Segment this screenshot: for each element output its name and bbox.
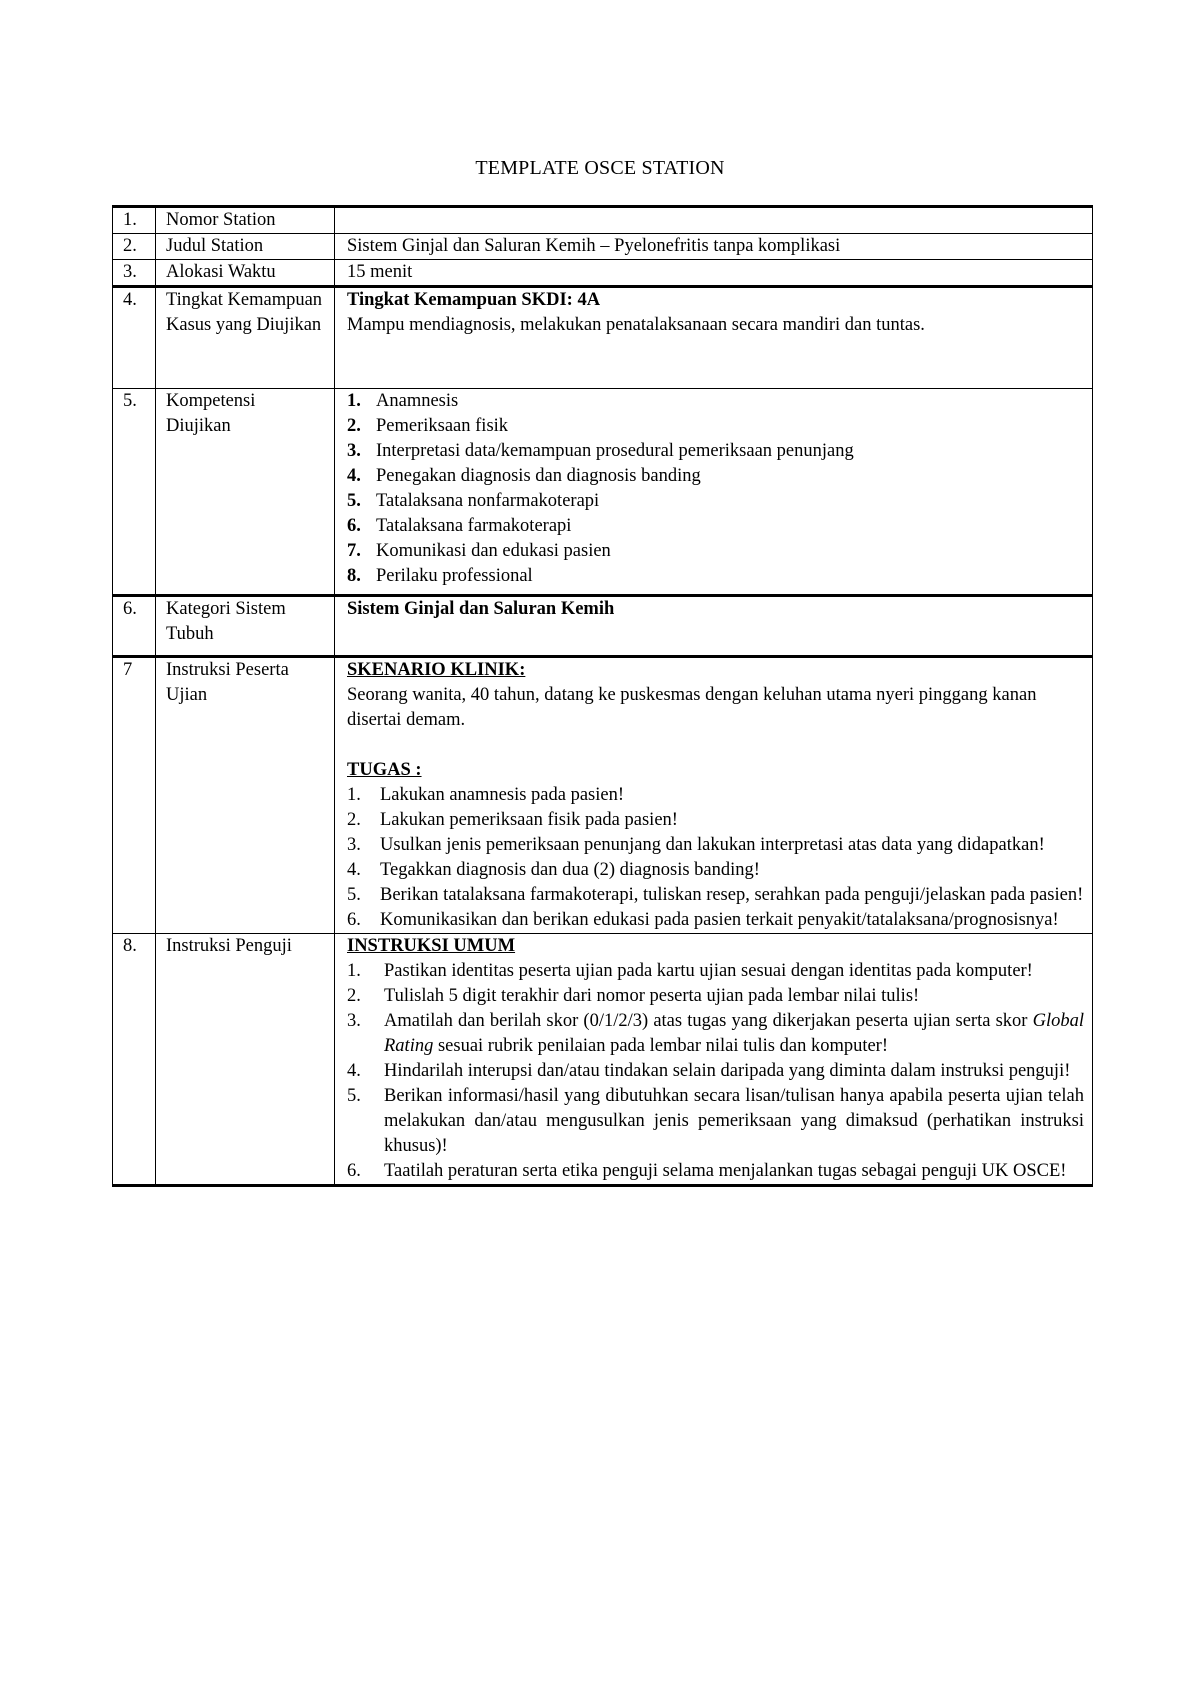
- list-item: 5. Tatalaksana nonfarmakoterapi: [347, 491, 600, 511]
- list-item: 4. Hindarilah interupsi dan/atau tindakan selain daripada yang diminta dalam instruksi penguji!: [347, 1061, 1071, 1081]
- global-rating-term: Global Rating: [384, 1011, 1084, 1056]
- list-item: 5. Berikan informasi/hasil yang dibutuhkan secara lisan/tulisan hanya apabila peserta ujian telah melakukan dan/atau mengusulkan jenis pemeriksaan yang dimaksud (perhatikan instruksi khusus)!: [347, 1086, 1084, 1156]
- row-number: 3.: [113, 260, 156, 287]
- row-value: 15 menit: [335, 260, 1093, 287]
- scenario-text: Seorang wanita, 40 tahun, datang ke puskesmas dengan keluhan utama nyeri pinggang kanan disertai demam.: [347, 685, 1037, 730]
- row-content: [335, 934, 1093, 1186]
- list-item: 7. Komunikasi dan edukasi pasien: [347, 541, 611, 561]
- task-heading: TUGAS :: [347, 760, 422, 780]
- row-number: 8.: [113, 934, 156, 1186]
- row-label: Kategori Sistem Tubuh: [156, 596, 335, 657]
- row-number: 7: [113, 657, 156, 934]
- list-item: 1. Anamnesis: [347, 391, 459, 411]
- row-value: Sistem Ginjal dan Saluran Kemih – Pyelonefritis tanpa komplikasi: [335, 234, 1093, 260]
- list-item: 3. Amatilah dan berilah skor (0/1/2/3) atas tugas yang dikerjakan peserta ujian serta skor Global Rating sesuai rubrik penilaian pada lembar nilai tulis dan komputer!: [347, 1011, 1084, 1056]
- list-item: 3. Interpretasi data/kemampuan prosedural pemeriksaan penunjang: [347, 441, 854, 461]
- row-label: Tingkat Kemampuan Kasus yang Diujikan: [156, 287, 335, 389]
- osce-station-table: [112, 205, 1093, 1187]
- row-label: Instruksi Penguji: [156, 934, 335, 1186]
- row-label: Instruksi Peserta Ujian: [156, 657, 335, 934]
- list-item: 1. Lakukan anamnesis pada pasien!: [347, 785, 625, 805]
- row-value: [335, 207, 1093, 234]
- row-content: [335, 389, 1093, 596]
- list-item: 2. Lakukan pemeriksaan fisik pada pasien!: [347, 810, 678, 830]
- row-number: 4.: [113, 287, 156, 389]
- row-value: Sistem Ginjal dan Saluran Kemih: [335, 596, 1093, 657]
- row-content: [335, 657, 1093, 934]
- instruction-list: [347, 959, 1084, 1184]
- general-instruction-heading: INSTRUKSI UMUM: [347, 936, 516, 956]
- list-item: 4. Tegakkan diagnosis dan dua (2) diagnosis banding!: [347, 860, 760, 880]
- scenario-heading: SKENARIO KLINIK:: [347, 660, 526, 680]
- row-number: 5.: [113, 389, 156, 596]
- list-item: 2. Pemeriksaan fisik: [347, 416, 509, 436]
- list-item: 2. Tulislah 5 digit terakhir dari nomor peserta ujian pada lembar nilai tulis!: [347, 986, 920, 1006]
- row-instruksi-peserta: [113, 657, 1093, 934]
- row-nomor-station: [113, 207, 1093, 234]
- row-label: Alokasi Waktu: [156, 260, 335, 287]
- list-item: 6. Tatalaksana farmakoterapi: [347, 516, 572, 536]
- competency-list: [347, 389, 1084, 589]
- row-number: 1.: [113, 207, 156, 234]
- skdi-level-heading: Tingkat Kemampuan SKDI: 4A: [347, 290, 601, 310]
- skdi-level-description: Mampu mendiagnosis, melakukan penatalaksanaan secara mandiri dan tuntas.: [347, 315, 925, 335]
- row-number: 2.: [113, 234, 156, 260]
- list-item: 5. Berikan tatalaksana farmakoterapi, tuliskan resep, serahkan pada penguji/jelaskan pada pasien!: [347, 885, 1084, 905]
- row-instruksi-penguji: [113, 934, 1093, 1186]
- row-tingkat-kemampuan: [113, 287, 1093, 389]
- row-label: Nomor Station: [156, 207, 335, 234]
- task-list: [347, 783, 1084, 933]
- row-content: [335, 287, 1093, 389]
- list-item: 6. Taatilah peraturan serta etika penguji selama menjalankan tugas sebagai penguji UK OSCE!: [347, 1161, 1067, 1181]
- list-item: 8. Perilaku professional: [347, 566, 533, 586]
- list-item: 1. Pastikan identitas peserta ujian pada kartu ujian sesuai dengan identitas pada komputer!: [347, 961, 1033, 981]
- row-kategori-sistem: [113, 596, 1093, 657]
- row-label: Kompetensi Diujikan: [156, 389, 335, 596]
- row-judul-station: [113, 234, 1093, 260]
- list-item: 3. Usulkan jenis pemeriksaan penunjang dan lakukan interpretasi atas data yang didapatkan!: [347, 835, 1045, 855]
- list-item: 4. Penegakan diagnosis dan diagnosis banding: [347, 466, 701, 486]
- row-number: 6.: [113, 596, 156, 657]
- list-item: 6. Komunikasikan dan berikan edukasi pada pasien terkait penyakit/tatalaksana/prognosisnya!: [347, 910, 1059, 930]
- row-kompetensi: [113, 389, 1093, 596]
- row-label: Judul Station: [156, 234, 335, 260]
- document-title: TEMPLATE OSCE STATION: [475, 157, 725, 179]
- row-alokasi-waktu: [113, 260, 1093, 287]
